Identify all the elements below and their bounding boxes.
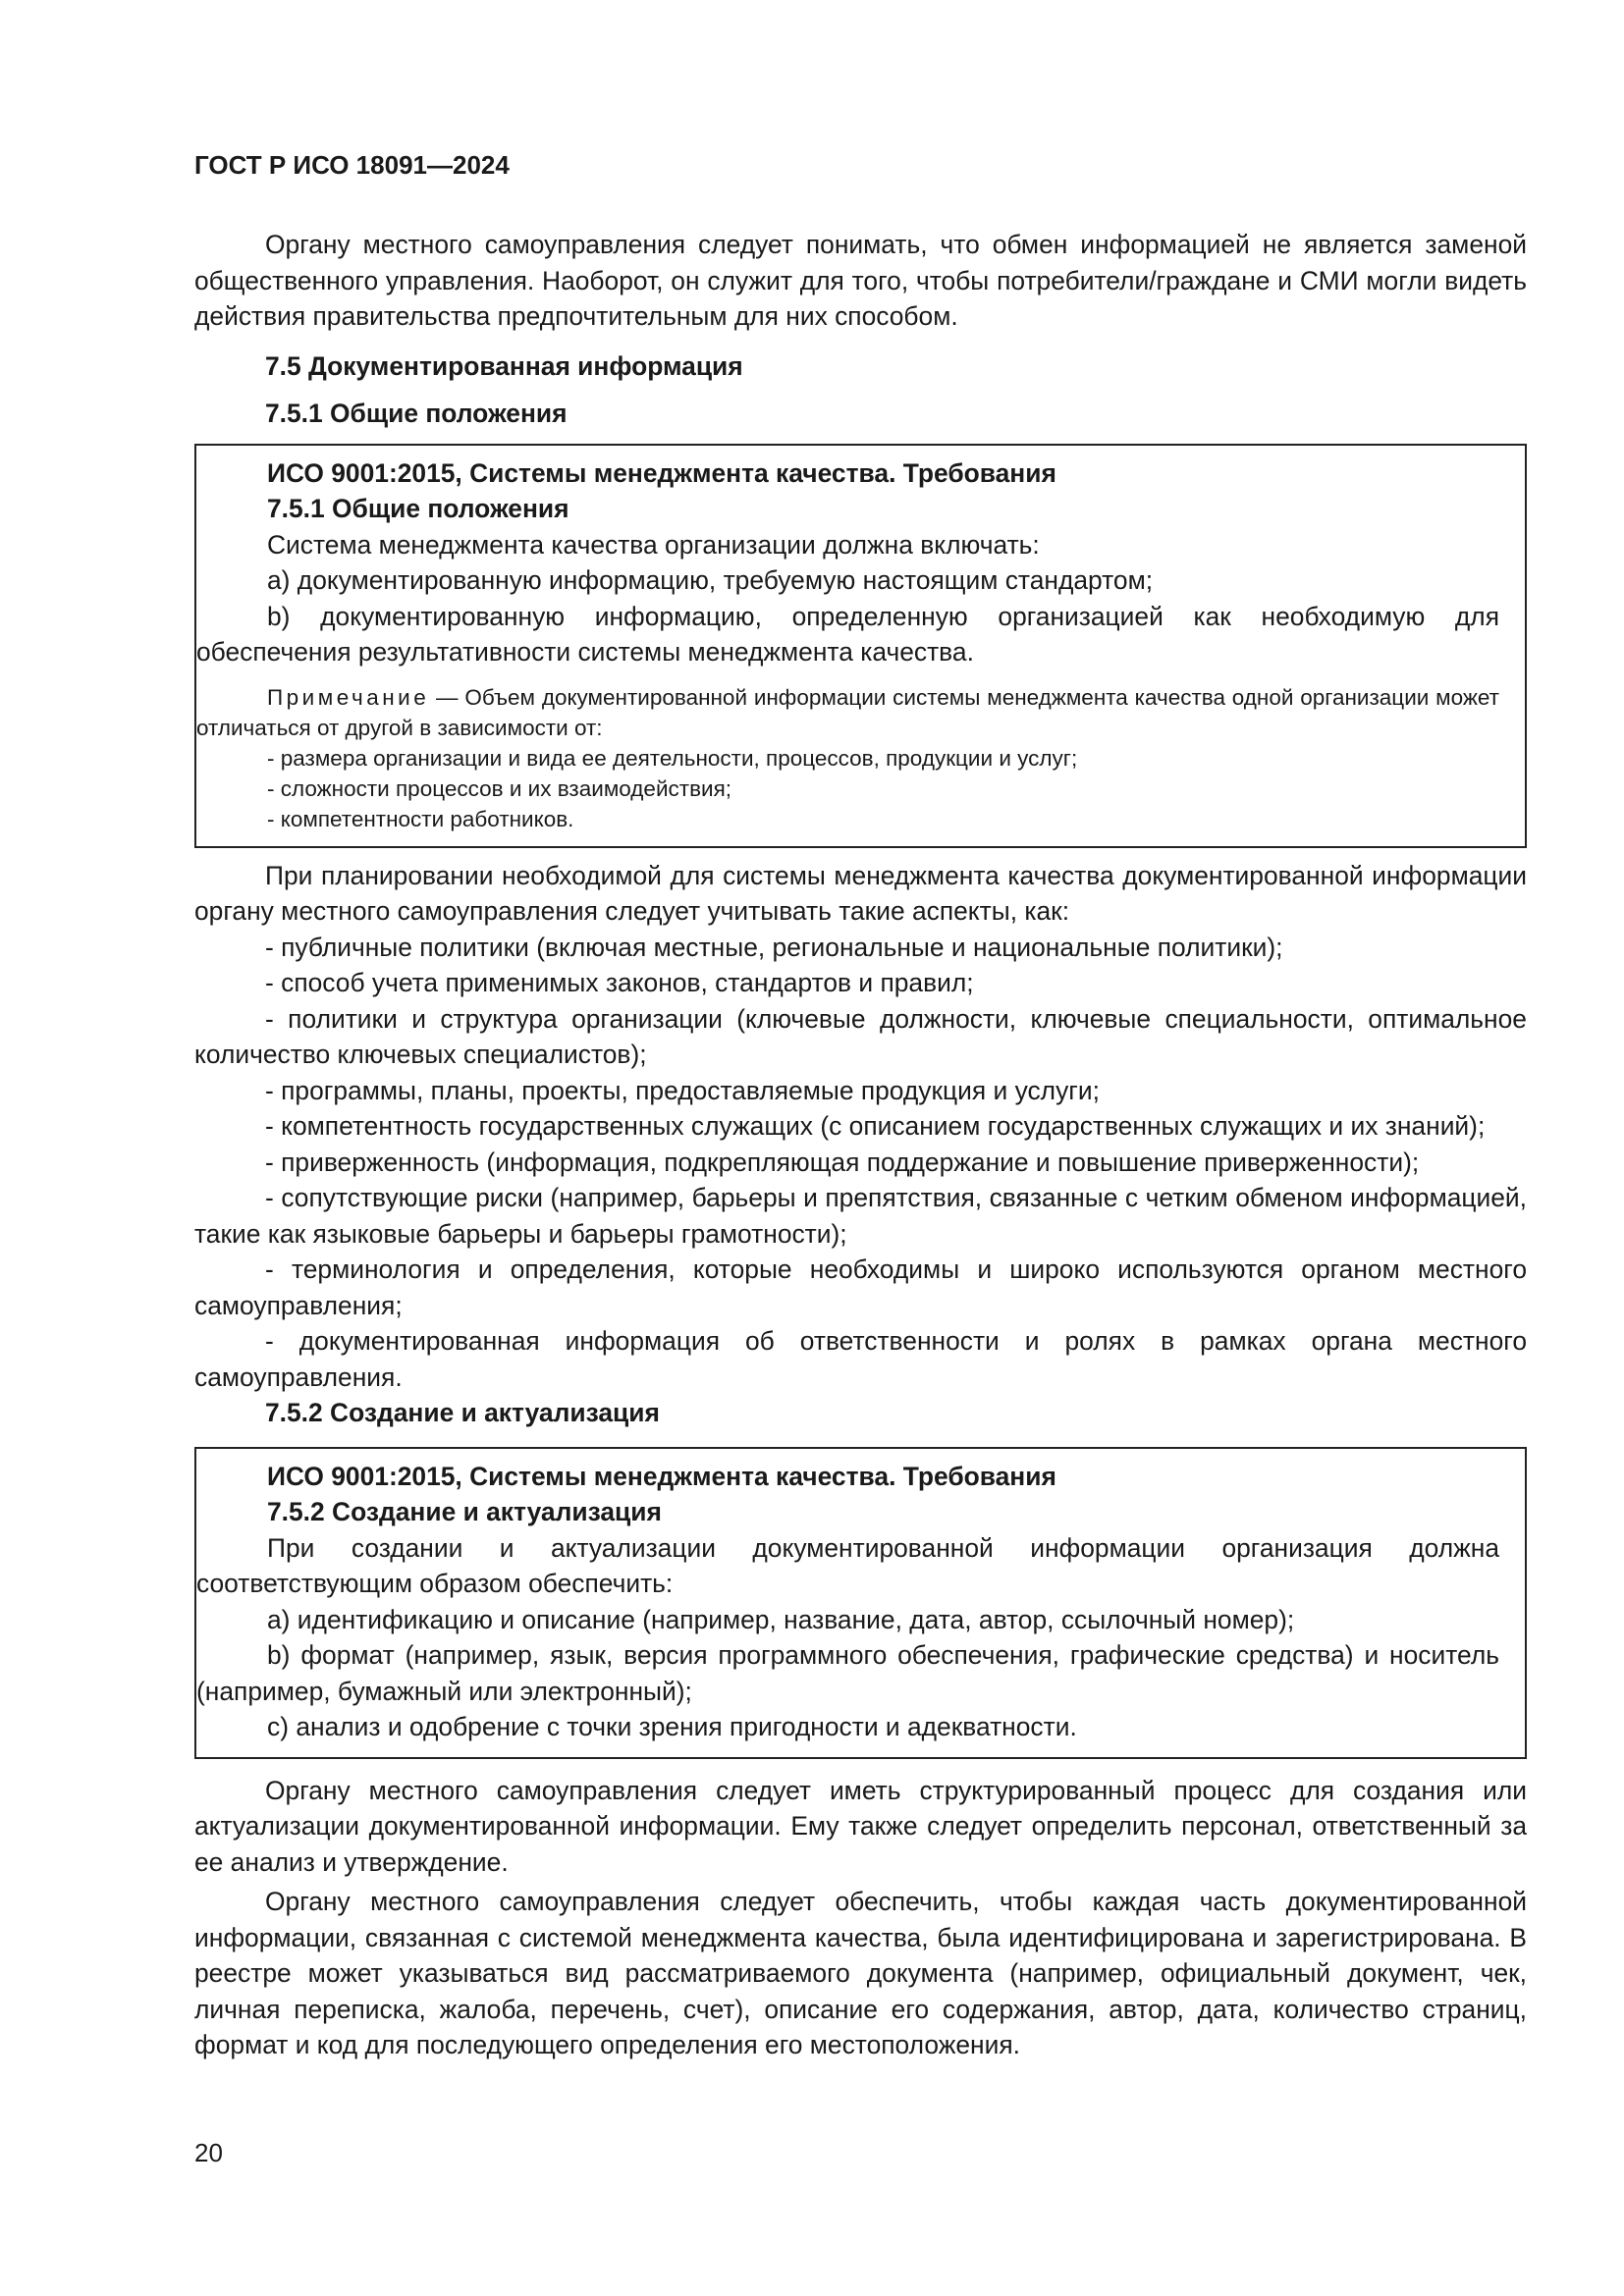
planning-item: - политики и структура организации (ключевые должности, ключевые специальности, оптимальное количество ключевых специалистов); (194, 1003, 1527, 1069)
box2-subtitle: 7.5.2 Создание и актуализация (267, 1497, 662, 1526)
planning-item: - публичные политики (включая местные, региональные и национальные политики); (265, 932, 1283, 962)
registry-paragraph: Органу местного самоуправления следует обеспечить, чтобы каждая часть документированной информации, связанная с системой менеджмента качества, была идентифицирована и зарегистрирована. В реестре может указываться вид рассматриваемого документа (например, официальный документ, чек, личная переписка, жалоба, перечень, счет), описание его содержания, автор, дата, количество страниц, формат и код для последующего определения его местоположения. (194, 1887, 1527, 2059)
box1-note-item: - сложности процессов и их взаимодействия; (267, 775, 732, 801)
planning-item: - компетентность государственных служащих (с описанием государственных служащих и их знаний); (265, 1111, 1486, 1141)
box1-note-item: - компетентности работников. (267, 806, 574, 831)
process-paragraph: Органу местного самоуправления следует иметь структурированный процесс для создания или актуализации документированной информации. Ему также следует определить персонал, ответственный за ее анализ и утверждение. (194, 1775, 1527, 1877)
planning-item: - сопутствующие риски (например, барьеры и препятствия, связанные с четким обменом информацией, такие как языковые барьеры и барьеры грамотности); (194, 1183, 1527, 1249)
note-label: Примечание (267, 684, 430, 710)
box2-item: b) формат (например, язык, версия программного обеспечения, графические средства) и носитель (например, бумажный или электронный); (196, 1640, 1499, 1706)
planning-lead: При планировании необходимой для системы менеджмента качества документированной информации органу местного самоуправления следует учитывать такие аспекты, как: (194, 860, 1527, 926)
box1-note-item: - размера организации и вида ее деятельности, процессов, продукции и услуг; (267, 745, 1078, 771)
planning-item: - способ учета применимых законов, стандартов и правил; (265, 968, 974, 997)
box1-item: b) документированную информацию, определенную организацией как необходимую для обеспечения результативности системы менеджмента качества. (196, 601, 1499, 667)
box1-item: a) документированную информацию, требуемую настоящим стандартом; (267, 565, 1154, 595)
iso-quote-box-7-5-2 (194, 1447, 1527, 1759)
box1-title: ИСО 9001:2015, Системы менеджмента качества. Требования (267, 457, 1056, 488)
document-header: ГОСТ Р ИСО 18091—2024 (194, 150, 510, 180)
intro-paragraph: Органу местного самоуправления следует понимать, что обмен информацией не является заменой общественного управления. Наоборот, он служит для того, чтобы потребители/граждане и СМИ могли видеть действия правительства предпочтительным для них способом. (194, 230, 1527, 331)
box2-item: a) идентификацию и описание (например, название, дата, автор, ссылочный номер); (267, 1604, 1295, 1634)
planning-item: - терминология и определения, которые необходимы и широко используются органом местного самоуправления; (194, 1255, 1527, 1320)
box1-subtitle: 7.5.1 Общие положения (267, 494, 569, 523)
document-page (194, 147, 1527, 2063)
planning-item: - программы, планы, проекты, предоставляемые продукция и услуги; (265, 1075, 1100, 1105)
box1-lead: Система менеджмента качества организации должна включать: (267, 529, 1040, 560)
section-7-5-heading: 7.5 Документированная информация (265, 350, 743, 381)
section-7-5-1-heading: 7.5.1 Общие положения (265, 399, 568, 428)
box2-lead: При создании и актуализации документированной информации организация должна соответствующим образом обеспечить: (196, 1532, 1499, 1598)
note-body: — Объем документированной информации системы менеджмента качества одной организации может отличаться от другой в зависимости от: (196, 684, 1499, 740)
planning-item: - документированная информация об ответственности и ролях в рамках органа местного самоуправления. (194, 1326, 1527, 1392)
iso-quote-box-7-5-1 (194, 444, 1527, 848)
planning-item: - приверженность (информация, подкрепляющая поддержание и повышение приверженности); (265, 1147, 1420, 1177)
page-number: 20 (194, 2138, 223, 2167)
section-7-5-2-heading: 7.5.2 Создание и актуализация (265, 1398, 660, 1427)
box2-title: ИСО 9001:2015, Системы менеджмента качества. Требования (267, 1461, 1056, 1491)
box1-note (196, 682, 1499, 834)
box1-note-text (196, 682, 1499, 743)
box2-item: c) анализ и одобрение с точки зрения пригодности и адекватности. (267, 1712, 1077, 1741)
